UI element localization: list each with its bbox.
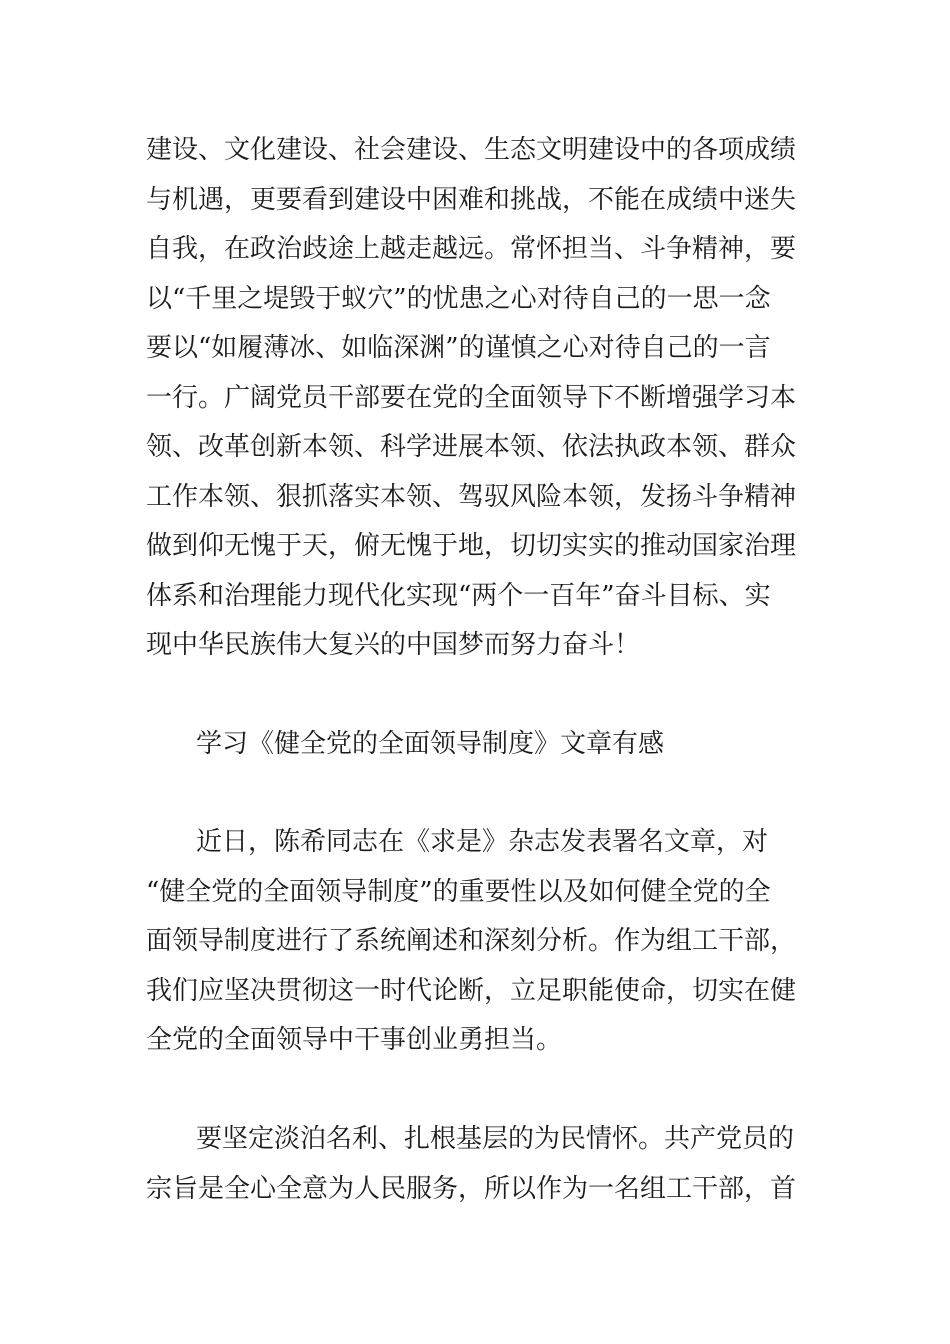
text-line: 近日，陈希同志在《求是》杂志发表署名文章，对: [196, 827, 769, 857]
text-line: 工作本领、狠抓落实本领、驾驭风险本领，发扬斗争精神: [146, 481, 797, 512]
text-line: 自我，在政治歧途上越走越远。常怀担当、斗争精神，要: [146, 234, 797, 264]
paragraph-intro: [146, 818, 806, 1066]
paragraph-point: [146, 1115, 806, 1214]
article-heading: [146, 720, 806, 770]
text-line: 宗旨是全心全意为人民服务，所以作为一名组工干部，首: [146, 1173, 797, 1204]
text-line: 全党的全面领导中干事创业勇担当。: [146, 1025, 563, 1055]
text-line: 与机遇，更要看到建设中困难和挑战，不能在成绩中迷失: [146, 184, 797, 215]
text-line: 做到仰无愧于天，俯无愧于地，切切实实的推动国家治理: [146, 531, 797, 561]
text-line: 建设、文化建设、社会建设、生态文明建设中的各项成绩: [146, 135, 797, 165]
text-line: 以“千里之堤毁于蚁穴”的忧患之心对待自己的一思一念: [146, 283, 771, 314]
text-line: 领、改革创新本领、科学进展本领、依法执政本领、群众: [146, 432, 797, 462]
paragraph-continuation: [146, 126, 806, 671]
text-line: 一行。广阔党员干部要在党的全面领导下不断增强学习本: [146, 382, 797, 413]
text-line: “健全党的全面领导制度”的重要性以及如何健全党的全: [146, 876, 771, 907]
text-line: 体系和治理能力现代化实现“两个一百年”奋斗目标、实: [146, 580, 771, 611]
text-line: 我们应坚决贯彻这一时代论断，立足职能使命，切实在健: [146, 975, 797, 1006]
text-line: 现中华民族伟大复兴的中国梦而努力奋斗！: [146, 630, 641, 660]
text-line: 要坚定淡泊名利、扎根基层的为民情怀。共产党员的: [196, 1124, 795, 1154]
heading-text: 学习《健全党的全面领导制度》文章有感: [196, 729, 665, 759]
text-line: 要以“如履薄冰、如临深渊”的谨慎之心对待自己的一言: [146, 333, 771, 363]
text-line: 面领导制度进行了系统阐述和深刻分析。作为组工干部，: [146, 926, 797, 956]
